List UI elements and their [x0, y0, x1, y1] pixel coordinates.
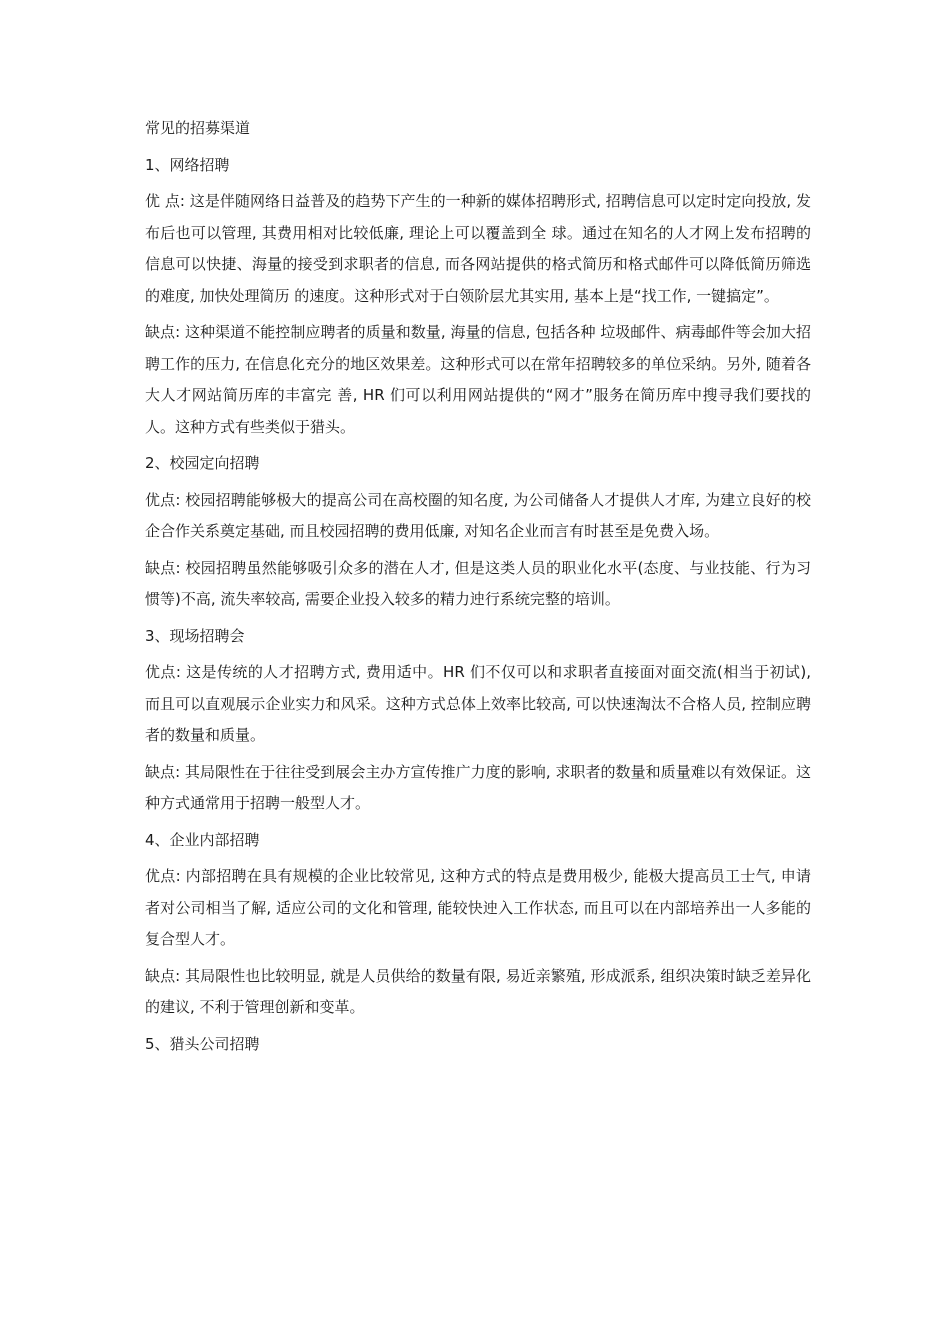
section-heading: 5、猎头公司招聘	[145, 1034, 260, 1053]
section-heading: 3、现场招聘会	[145, 626, 245, 645]
section-heading: 4、企业内部招聘	[145, 830, 260, 849]
section-cons: 缺点: 校园招聘虽然能够吸引众多的潜在人才, 但是这类人员的职业化水平(态度、与业技能、行为习惯等)不高, 流失率较高, 需要企业投入较多的精力迚行系统完整的培训。	[145, 558, 811, 608]
section-cons: 缺点: 其局限性在于往往受到展会主办方宣传推广力度的影响, 求职者的数量和质量难以有效保证。这种方式通常用于招聘一般型人才。	[145, 762, 811, 812]
section-cons: 缺点: 其局限性也比较明显, 就是人员供给的数量有限, 易近亲繁殖, 形成派系, 组织决策时缺乏差异化的建议, 不利于管理创新和变革。	[145, 966, 811, 1016]
section-heading: 2、校园定向招聘	[145, 454, 260, 472]
section-pros: 优点: 校园招聘能够极大的提高公司在高校圈的知名度, 为公司储备人才提供人才库, 为建立良好的校企合作关系奠定基础, 而且校园招聘的费用低廉, 对知名企业而言有时甚至是免费入场。	[145, 490, 811, 540]
section-pros: 优点: 内部招聘在具有规模的企业比较常见, 这种方式的特点是费用极少, 能极大提高员工士气, 申请者对公司相当了解, 适应公司的文化和管理, 能较快迚入工作状态, 而且可以在内部培养出一人多能的复合型人才。	[145, 867, 811, 948]
section-cons: 缺点: 这种渠道不能控制应聘者的质量和数量, 海量的信息, 包括各种 垃圾邮件、病毒邮件等会加大招聘工作的压力, 在信息化充分的地区效果差。这种形式可以在常年招聘较多的单位采纳。另外, 随着各大人才网站简历库的丰富完 善, HR 们可以利用网站提供的“网才”服务在简历库中搜寻我们要找的人。这种方式有些类似于猎头。	[145, 323, 811, 436]
section-pros: 优点: 这是传统的人才招聘方式, 费用适中。HR 们不仅可以和求职者直接面对面交流(相当于初试), 而且可以直观展示企业实力和风采。这种方式总体上效率比较高, 可以快速淘汰不合格人员, 控制应聘者的数量和质量。	[145, 663, 811, 744]
section-heading: 1、网络招聘	[145, 155, 230, 174]
document-body	[145, 113, 811, 1065]
section-pros: 优 点: 这是伴随网络日益普及的趋势下产生的一种新的媒体招聘形式, 招聘信息可以定时定向投放, 发布后也可以管理, 其费用相对比较低廉, 理论上可以覆盖到全 球。通过在知名的人才网上发布招聘的信息可以快捷、海量的接受到求职者的信息, 而各网站提供的格式简历和格式邮件可以降低简历筛选的难度, 加快处理简历 的速度。这种形式对于白领阶层尤其实用, 基本上是“找工作, 一键搞定”。	[145, 192, 811, 305]
document-title: 常见的招募渠道	[145, 119, 251, 137]
